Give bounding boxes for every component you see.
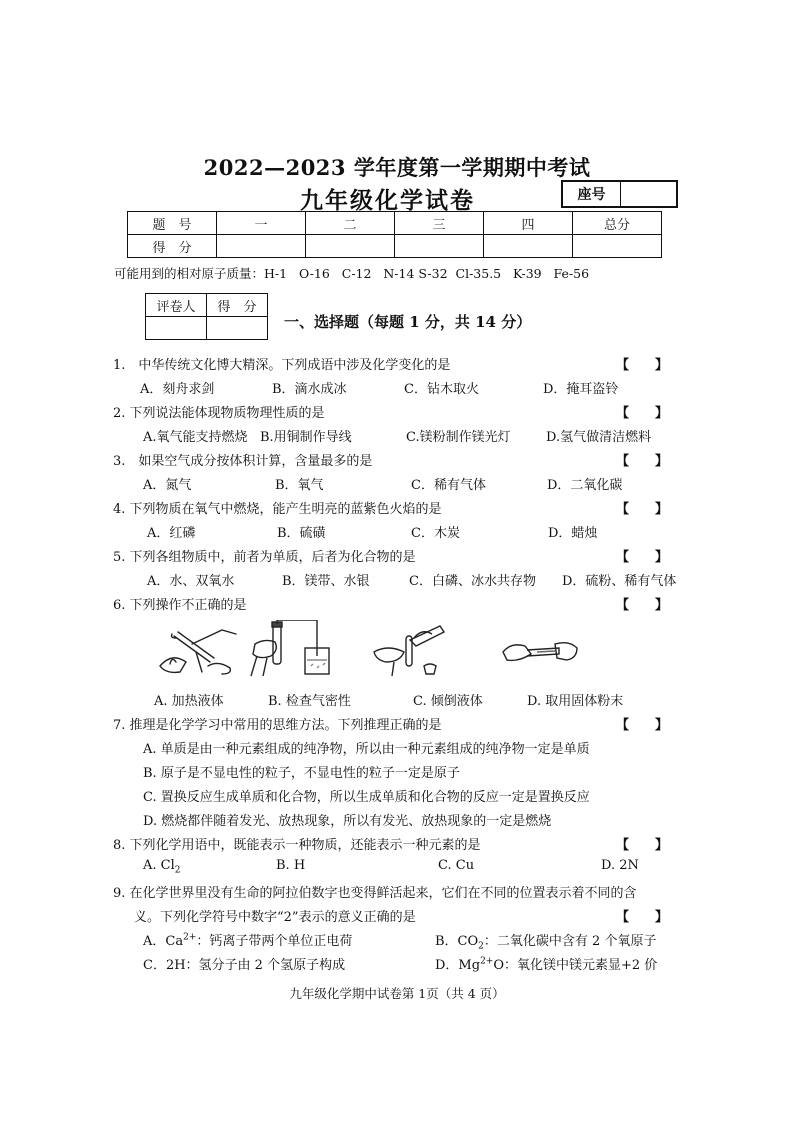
option-b-symbol: B．CO — [435, 934, 479, 949]
option-b[interactable]: B．硫磺 — [277, 526, 326, 541]
question-stem: 2. 下列说法能体现物质物理性质的是 — [113, 406, 325, 421]
option-b-subscript: 2 — [478, 941, 484, 952]
option-d[interactable] — [435, 954, 657, 973]
reviewer-score-field[interactable] — [207, 317, 268, 340]
option-c[interactable]: C．钻木取火 — [404, 382, 479, 397]
option-d-superscript: 2+ — [480, 956, 494, 967]
score-cell[interactable] — [395, 235, 484, 258]
score-row-label: 得 分 — [128, 235, 217, 258]
reviewer-score-label: 得 分 — [207, 294, 268, 317]
option-a[interactable]: A. 单质是由一种元素组成的纯净物，所以由一种元素组成的纯净物一定是单质 — [143, 742, 590, 757]
score-header-cell: 一 — [217, 212, 306, 235]
score-header-cell: 二 — [306, 212, 395, 235]
seat-number-box — [561, 180, 678, 208]
option-c[interactable]: C.镁粉制作镁光灯 — [406, 430, 511, 445]
option-c[interactable]: C．稀有气体 — [411, 478, 486, 493]
seat-label: 座号 — [563, 182, 621, 206]
score-header-cell: 总分 — [573, 212, 662, 235]
score-header-cell: 三 — [395, 212, 484, 235]
option-d[interactable]: D．蜡烛 — [548, 526, 598, 541]
option-a[interactable]: A. 加热液体 — [154, 694, 224, 709]
exam-subtitle: 九年级化学试卷 — [300, 187, 475, 214]
answer-bracket[interactable]: 【 】 — [616, 502, 669, 517]
option-d[interactable]: D．掩耳盗铃 — [543, 382, 619, 397]
answer-bracket[interactable]: 【 】 — [616, 454, 669, 469]
question-stem: 6. 下列操作不正确的是 — [113, 598, 247, 613]
option-b[interactable]: B. H — [276, 858, 306, 873]
option-a-subscript: 2 — [174, 865, 181, 876]
question-stem-line1: 9. 在化学世界里没有生命的阿拉伯数字也变得鲜活起来，它们在不同的位置表示着不同的含 — [113, 886, 637, 901]
section-title: 一、选择题（每题 1 分，共 14 分） — [284, 313, 532, 331]
score-cell[interactable] — [306, 235, 395, 258]
answer-bracket[interactable]: 【 】 — [616, 358, 669, 373]
reviewer-field[interactable] — [146, 317, 207, 340]
option-a[interactable]: A．刻舟求剑 — [140, 382, 215, 397]
question-stem: 4. 下列物质在氧气中燃烧，能产生明亮的蓝紫色火焰的是 — [113, 502, 442, 517]
question-stem: 1. 中华传统文化博大精深。下列成语中涉及化学变化的是 — [113, 358, 451, 373]
option-b[interactable]: B．滴水成冰 — [272, 382, 347, 397]
seat-number-field[interactable] — [621, 182, 676, 206]
answer-bracket[interactable]: 【 】 — [616, 718, 669, 733]
option-d-text: ：氧化镁中镁元素显+2 价 — [504, 958, 658, 973]
option-d-oxygen: O — [493, 958, 505, 973]
score-cell[interactable] — [573, 235, 662, 258]
answer-bracket[interactable]: 【 】 — [616, 406, 669, 421]
option-c[interactable]: C. 置换反应生成单质和化合物，所以生成单质和化合物的反应一定是置换反应 — [143, 790, 590, 805]
answer-bracket[interactable]: 【 】 — [616, 550, 669, 565]
option-b[interactable]: B. 原子是不显电性的粒子，不显电性的粒子一定是原子 — [143, 766, 460, 781]
score-header-cell: 四 — [484, 212, 573, 235]
option-d[interactable]: D. 取用固体粉末 — [527, 694, 624, 709]
option-a[interactable] — [143, 858, 181, 876]
option-a[interactable]: A．红磷 — [147, 526, 196, 541]
option-b-text: ：二氧化碳中含有 2 个氧原子 — [483, 934, 657, 949]
option-c[interactable]: C．2H：氢分子由 2 个氢原子构成 — [143, 958, 346, 973]
page-footer: 九年级化学期中试卷第 1页（共 4 页） — [289, 986, 505, 1001]
option-b[interactable]: B. 检查气密性 — [268, 694, 351, 709]
option-c[interactable]: C．白磷、冰水共存物 — [409, 574, 536, 589]
option-d[interactable]: D. 燃烧都伴随着发光、放热现象，所以有发光、放热现象的一定是燃烧 — [143, 814, 552, 829]
option-d[interactable]: D.氢气做清洁燃料 — [546, 430, 652, 445]
heating-liquid-illustration — [152, 622, 242, 678]
question-stem: 3. 如果空气成分按体积计算，含量最多的是 — [113, 454, 373, 469]
option-a-symbol: A. Cl — [143, 858, 175, 873]
option-a[interactable]: A．氮气 — [143, 478, 192, 493]
option-a-text: ：钙离子带两个单位正电荷 — [196, 934, 353, 949]
option-a[interactable]: A.氧气能支持燃烧 — [143, 430, 248, 445]
exam-title: 2022—2023 学年度第一学期期中考试 — [203, 155, 591, 180]
score-cell[interactable] — [484, 235, 573, 258]
option-b[interactable]: B.用铜制作导线 — [260, 430, 352, 445]
question-stem-line2: 义。下列化学符号中数字“2”表示的意义正确的是 — [134, 910, 416, 925]
score-header-cell: 题 号 — [128, 212, 217, 235]
solid-powder-illustration — [497, 630, 581, 670]
answer-bracket[interactable]: 【 】 — [616, 910, 669, 925]
option-b[interactable] — [435, 930, 656, 952]
option-d[interactable]: D. 2N — [601, 858, 639, 873]
option-c[interactable]: C. Cu — [438, 858, 475, 873]
score-table — [127, 211, 662, 258]
answer-bracket[interactable]: 【 】 — [616, 838, 669, 853]
score-cell[interactable] — [217, 235, 306, 258]
pouring-liquid-illustration — [370, 622, 448, 678]
atomic-masses: 可能用到的相对原子质量：H-1 O-16 C-12 N-14 S-32 Cl-35.5 K-39 Fe-56 — [114, 266, 590, 281]
option-c[interactable]: C. 倾倒液体 — [413, 694, 483, 709]
option-a[interactable] — [143, 930, 352, 949]
airtightness-check-illustration — [245, 620, 345, 678]
reviewer-label: 评卷人 — [146, 294, 207, 317]
option-b[interactable]: B．镁带、水银 — [282, 574, 370, 589]
reviewer-box — [145, 293, 268, 340]
answer-bracket[interactable]: 【 】 — [616, 598, 669, 613]
option-a-charge: 2+ — [183, 932, 197, 943]
option-d-symbol: D．Mg — [435, 958, 481, 973]
question-stem: 8. 下列化学用语中，既能表示一种物质，还能表示一种元素的是 — [113, 838, 481, 853]
option-a-symbol: A．Ca — [143, 934, 184, 949]
question-stem: 5. 下列各组物质中，前者为单质，后者为化合物的是 — [113, 550, 416, 565]
option-d[interactable]: D．硫粉、稀有气体 — [562, 574, 677, 589]
option-c[interactable]: C．木炭 — [411, 526, 460, 541]
option-d[interactable]: D．二氧化碳 — [547, 478, 623, 493]
question-stem: 7. 推理是化学学习中常用的思维方法。下列推理正确的是 — [113, 718, 442, 733]
option-a[interactable]: A．水、双氧水 — [147, 574, 235, 589]
option-b[interactable]: B．氧气 — [275, 478, 324, 493]
